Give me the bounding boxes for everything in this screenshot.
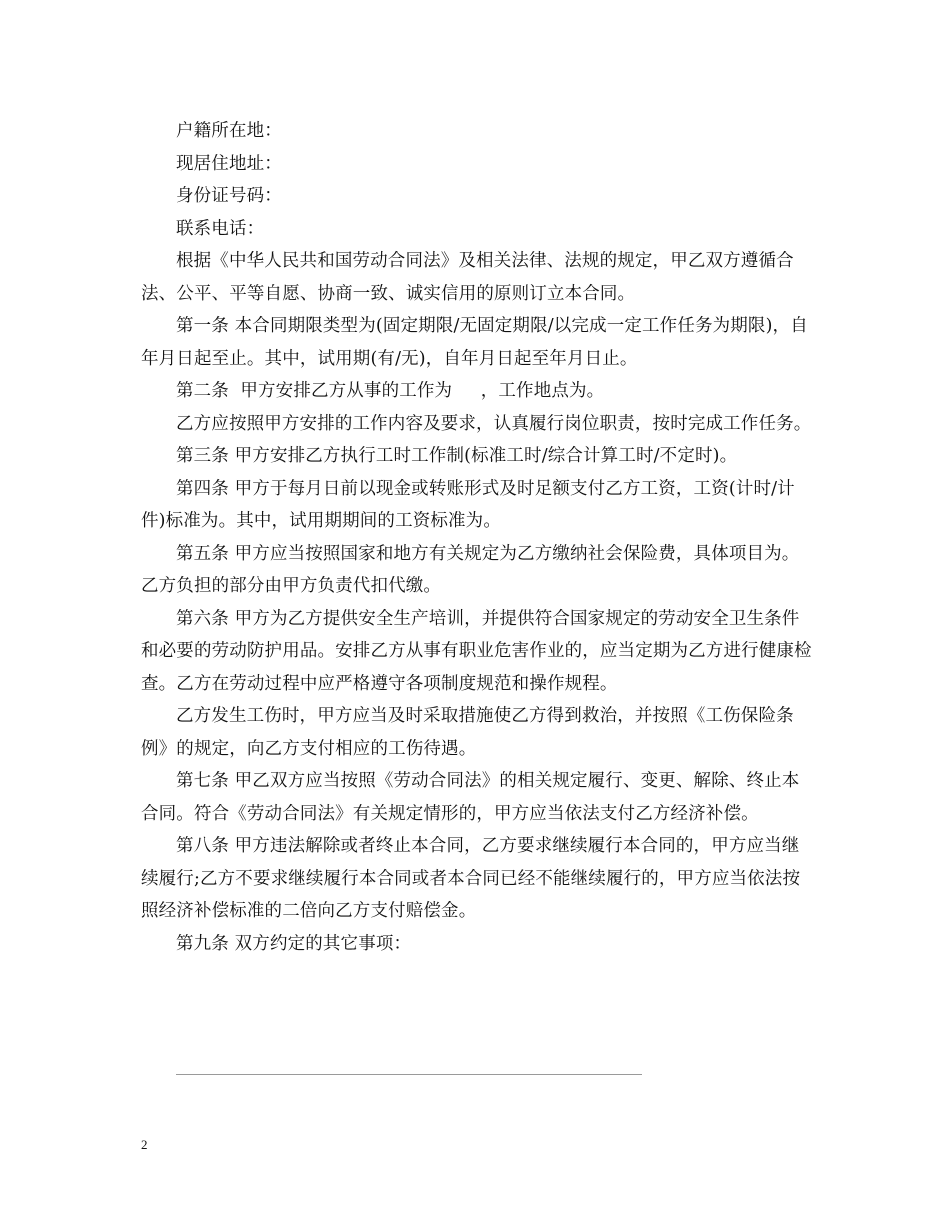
- preamble-paragraph: 根据《中华人民共和国劳动合同法》及相关法律、法规的规定，甲乙双方遵循合法、公平、平等自愿、协商一致、诚实信用的原则订立本合同。: [141, 251, 794, 304]
- article-6: 第六条 甲方为乙方提供安全生产培训，并提供符合国家规定的劳动安全卫生条件和必要的劳动防护用品。安排乙方从事有职业危害作业的，应当定期为乙方进行健康检查。乙方在劳动过程中应严格遵守各项制度规范和操作规程。: [141, 608, 812, 694]
- fill-in-line: [176, 1074, 642, 1075]
- article-8: 第八条 甲方违法解除或者终止本合同，乙方要求继续履行本合同的，甲方应当继续履行;乙方不要求继续履行本合同或者本合同已经不能继续履行的，甲方应当依法按照经济补偿标准的二倍向乙方支付赔偿金。: [141, 836, 801, 921]
- article-5: 第五条 甲方应当按照国家和地方有关规定为乙方缴纳社会保险费，具体项目为。乙方负担的部分由甲方负责代扣代缴。: [141, 543, 800, 596]
- field-current-address: 现居住地址：: [176, 153, 282, 174]
- article-2-detail: 乙方应按照甲方安排的工作内容及要求，认真履行岗位职责，按时完成工作任务。: [176, 413, 812, 434]
- article-6-injury: 乙方发生工伤时，甲方应当及时采取措施使乙方得到救治，并按照《工伤保险条例》的规定，向乙方支付相应的工伤待遇。: [141, 706, 794, 759]
- field-phone: 联系电话：: [176, 218, 265, 239]
- article-4: 第四条 甲方于每月日前以现金或转账形式及时足额支付乙方工资，工资(计时/计件)标准为。其中，试用期期间的工资标准为。: [141, 478, 795, 531]
- article-1: 第一条 本合同期限类型为(固定期限/无固定期限/以完成一定工作任务为期限)，自年月日起至止。其中，试用期(有/无)，自年月日起至年月日止。: [141, 316, 808, 369]
- article-2: 第二条 甲方安排乙方从事的工作为 ，工作地点为。: [176, 381, 605, 401]
- article-7: 第七条 甲乙双方应当按照《劳动合同法》的相关规定履行、变更、解除、终止本合同。符合《劳动合同法》有关规定情形的，甲方应当依法支付乙方经济补偿。: [141, 771, 800, 824]
- field-id-number: 身份证号码：: [176, 186, 282, 206]
- page-number: 2: [141, 1137, 148, 1152]
- article-9: 第九条 双方约定的其它事项：: [176, 933, 412, 954]
- field-household-registration: 户籍所在地：: [176, 121, 282, 141]
- document-body: [141, 115, 813, 960]
- article-3: 第三条 甲方安排乙方执行工时工作制(标准工时/综合计算工时/不定时)。: [176, 446, 738, 466]
